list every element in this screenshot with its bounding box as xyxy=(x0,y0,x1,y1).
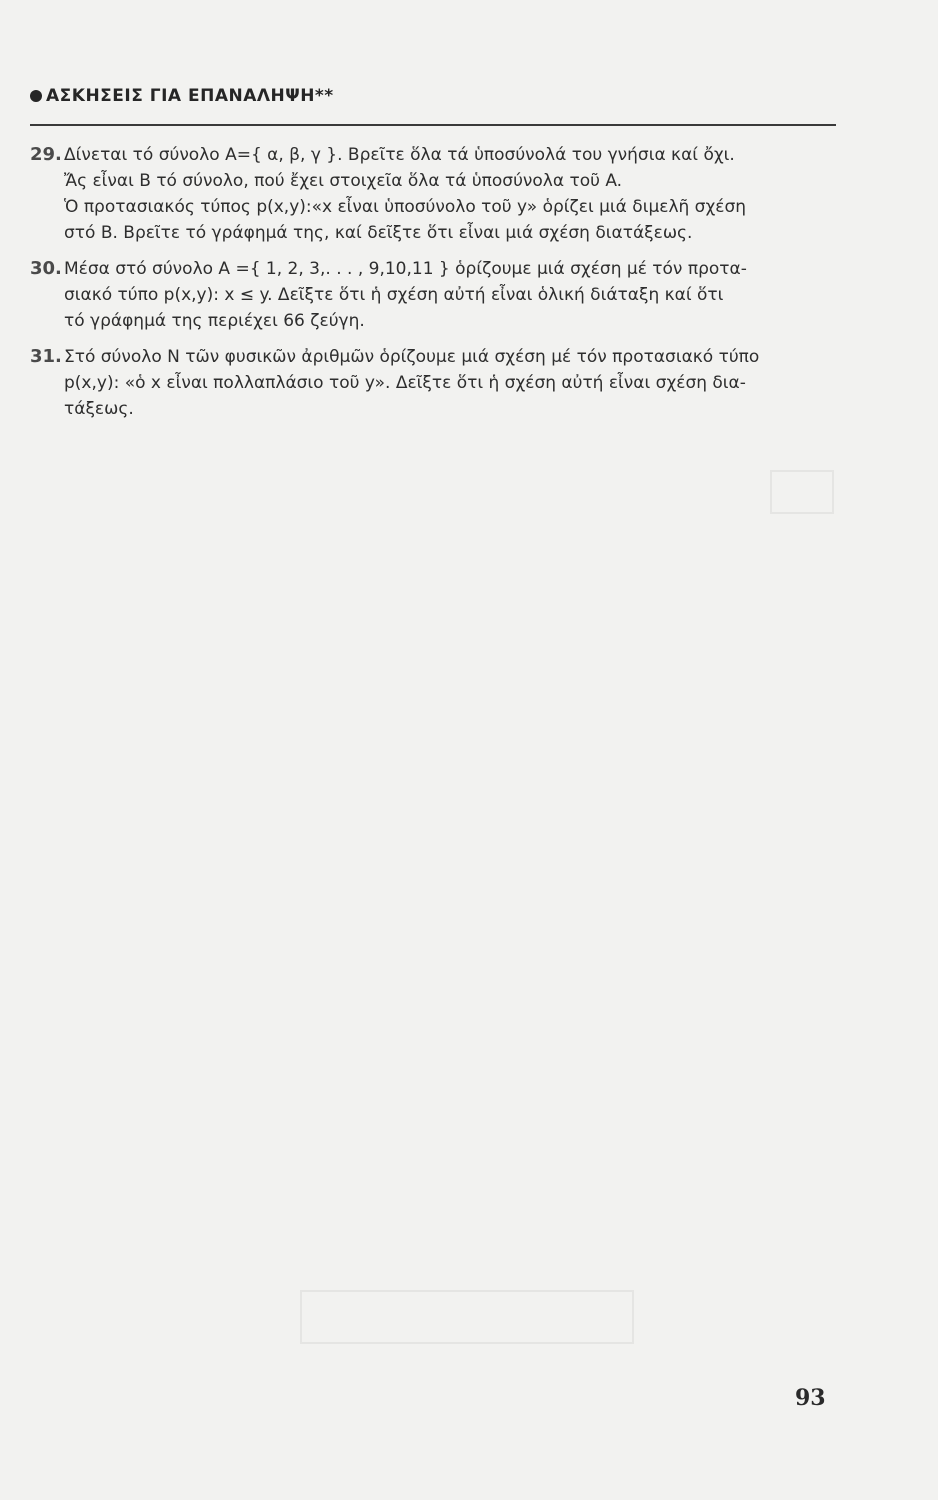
exercise-text xyxy=(64,344,840,422)
exercise-line: Ὁ προτασιακός τύπος p(x,y):«x εἶναι ὑποσύνολο τοῦ y» ὁρίζει μιά διμελῆ σχέση xyxy=(64,197,747,217)
exercise-number: 29. xyxy=(30,144,62,165)
section-header xyxy=(30,86,334,106)
exercise-line: τό γράφημά της περιέχει 66 ζεύγη. xyxy=(64,311,365,331)
exercise-number: 30. xyxy=(30,258,62,279)
exercise-line: τάξεως. xyxy=(64,399,134,419)
exercise-line: Στό σύνολο N τῶν φυσικῶν ἀριθμῶν ὁρίζουμε μιά σχέση μέ τόν προτασιακό τύπο xyxy=(64,347,760,367)
exercise-number: 31. xyxy=(30,346,62,367)
exercise-line: p(x,y): «ὁ x εἶναι πολλαπλάσιο τοῦ y». Δεῖξτε ὅτι ἡ σχέση αὐτή εἶναι σχέση δια- xyxy=(64,373,746,393)
bleed-through-mark xyxy=(770,470,834,514)
section-title: ΑΣΚΗΣΕΙΣ ΓΙΑ ΕΠΑΝΑΛΗΨΗ** xyxy=(46,86,334,106)
exercise-30 xyxy=(30,256,840,334)
bleed-through-mark xyxy=(300,1290,634,1344)
exercise-29 xyxy=(30,142,840,246)
exercise-line: σιακό τύπο p(x,y): x ≤ y. Δεῖξτε ὅτι ἡ σχέση αὐτή εἶναι ὁλική διάταξη καί ὅτι xyxy=(64,285,724,305)
exercise-text xyxy=(64,142,840,246)
header-divider xyxy=(30,124,836,126)
exercise-line: Μέσα στό σύνολο A ={ 1, 2, 3,. . . , 9,10,11 } ὁρίζουμε μιά σχέση μέ τόν προτα- xyxy=(64,259,747,279)
exercise-text xyxy=(64,256,840,334)
exercise-line: στό B. Βρεῖτε τό γράφημά της, καί δεῖξτε ὅτι εἶναι μιά σχέση διατάξεως. xyxy=(64,223,693,243)
exercise-line: Ἄς εἶναι B τό σύνολο, πού ἔχει στοιχεῖα ὅλα τά ὑποσύνολα τοῦ A. xyxy=(64,171,623,191)
bullet-icon xyxy=(30,90,42,102)
page-number: 93 xyxy=(795,1385,826,1411)
exercise-line: Δίνεται τό σύνολο A={ α, β, γ }. Βρεῖτε ὅλα τά ὑποσύνολά του γνήσια καί ὄχι. xyxy=(64,145,735,165)
exercise-31 xyxy=(30,344,840,422)
